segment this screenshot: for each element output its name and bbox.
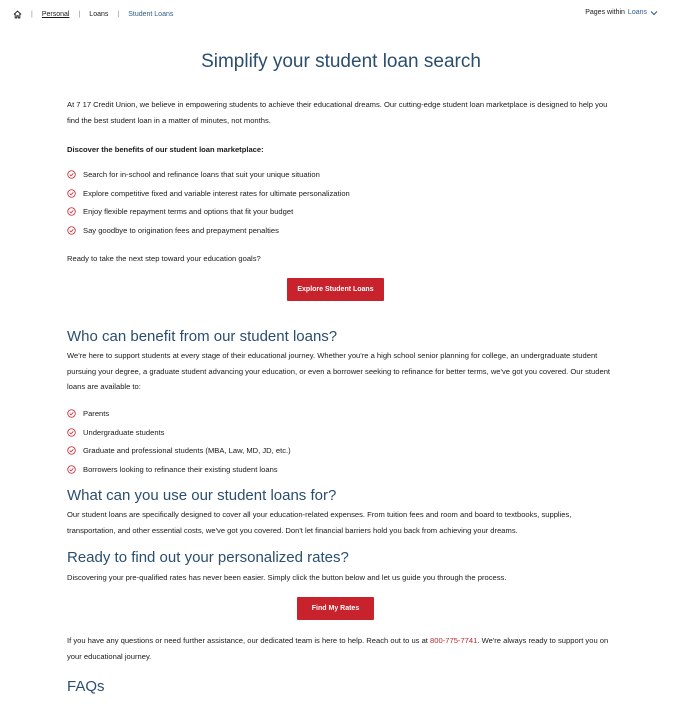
pages-within-dropdown[interactable] bbox=[585, 9, 658, 16]
contact-text: If you have any questions or need further assistance, our dedicated team is here to help. Reach out to us at bbox=[67, 636, 431, 645]
check-circle-icon bbox=[67, 409, 76, 418]
check-circle-icon bbox=[67, 428, 76, 437]
benefit-text: Search for in-school and refinance loans that suit your unique situation bbox=[83, 169, 320, 179]
use-paragraph: Our student loans are specifically designed to cover all your education-related expenses. From tuition fees and room and board to textbooks, supplies, transportation, and other essential costs, we've got you covered. Don't let financial barriers hold you back from achieving your dreams. bbox=[67, 510, 572, 535]
breadcrumb-loans-link[interactable]: Loans bbox=[89, 11, 109, 18]
breadcrumb-separator: | bbox=[78, 11, 81, 18]
benefits-heading: Discover the benefits of our student loan marketplace: bbox=[67, 145, 264, 154]
breadcrumb-current-page: Student Loans bbox=[128, 11, 174, 18]
breadcrumb bbox=[13, 10, 173, 19]
chevron-down-icon bbox=[650, 10, 658, 16]
intro-paragraph: At 7 17 Credit Union, we believe in empowering students to achieve their educational dreams. Our cutting-edge student loan marketplace is designed to help you find the best student loan in a matter of minutes, not months. bbox=[67, 100, 608, 125]
benefit-text: Enjoy flexible repayment terms and options that fit your budget bbox=[83, 207, 294, 217]
who-paragraph: We're here to support students at every stage of their educational journey. Whether you're a high school senior planning for college, an undergraduate student pursuing your degree, a graduate student advancing your education, or even a borrower seeking to refinance for better terms, we've got you covered. Our student loans are available to: bbox=[67, 351, 611, 391]
benefits-list bbox=[67, 165, 617, 240]
explore-student-loans-button[interactable]: Explore Student Loans bbox=[287, 278, 384, 301]
home-icon[interactable] bbox=[13, 10, 22, 19]
pages-within-label: Pages within bbox=[585, 9, 625, 16]
rates-heading: Ready to find out your personalized rates? bbox=[67, 549, 349, 566]
ready-text: Ready to take the next step toward your education goals? bbox=[67, 254, 261, 263]
check-circle-icon bbox=[67, 207, 76, 216]
breadcrumb-separator: | bbox=[31, 11, 33, 18]
breadcrumb-personal-link[interactable]: Personal bbox=[41, 11, 70, 18]
list-item bbox=[67, 184, 617, 203]
breadcrumb-separator: | bbox=[117, 11, 120, 18]
top-navigation-bar bbox=[0, 0, 682, 30]
eligible-item-text: Parents bbox=[83, 408, 110, 418]
eligible-item-text: Undergraduate students bbox=[83, 427, 165, 437]
faqs-heading: FAQs bbox=[67, 678, 105, 695]
list-item bbox=[67, 221, 617, 240]
check-circle-icon bbox=[67, 446, 76, 455]
contact-text: . We're always ready to support you on your educational journey. bbox=[67, 636, 609, 661]
check-circle-icon bbox=[67, 226, 76, 235]
page-title: Simplify your student loan search bbox=[201, 51, 481, 72]
contact-paragraph bbox=[67, 633, 617, 664]
list-item bbox=[67, 460, 617, 479]
check-circle-icon bbox=[67, 189, 76, 198]
list-item bbox=[67, 202, 617, 221]
eligible-item-text: Borrowers looking to refinance their existing student loans bbox=[83, 464, 278, 474]
use-heading: What can you use our student loans for? bbox=[67, 487, 337, 504]
who-heading: Who can benefit from our student loans? bbox=[67, 328, 338, 345]
benefit-text: Explore competitive fixed and variable interest rates for ultimate personalization bbox=[83, 188, 350, 198]
list-item bbox=[67, 404, 617, 423]
benefit-text: Say goodbye to origination fees and prepayment penalties bbox=[83, 225, 279, 235]
list-item bbox=[67, 423, 617, 442]
rates-paragraph: Discovering your pre-qualified rates has never been easier. Simply click the button below and let us guide you through the process. bbox=[67, 573, 507, 582]
list-item bbox=[67, 441, 617, 460]
check-circle-icon bbox=[67, 170, 76, 179]
list-item bbox=[67, 165, 617, 184]
check-circle-icon bbox=[67, 465, 76, 474]
find-my-rates-button[interactable]: Find My Rates bbox=[297, 597, 374, 620]
phone-link[interactable]: 800-775-7741 bbox=[430, 636, 478, 645]
eligible-borrowers-list bbox=[67, 404, 617, 479]
pages-within-value: Loans bbox=[627, 9, 647, 16]
eligible-item-text: Graduate and professional students (MBA, Law, MD, JD, etc.) bbox=[83, 446, 291, 456]
